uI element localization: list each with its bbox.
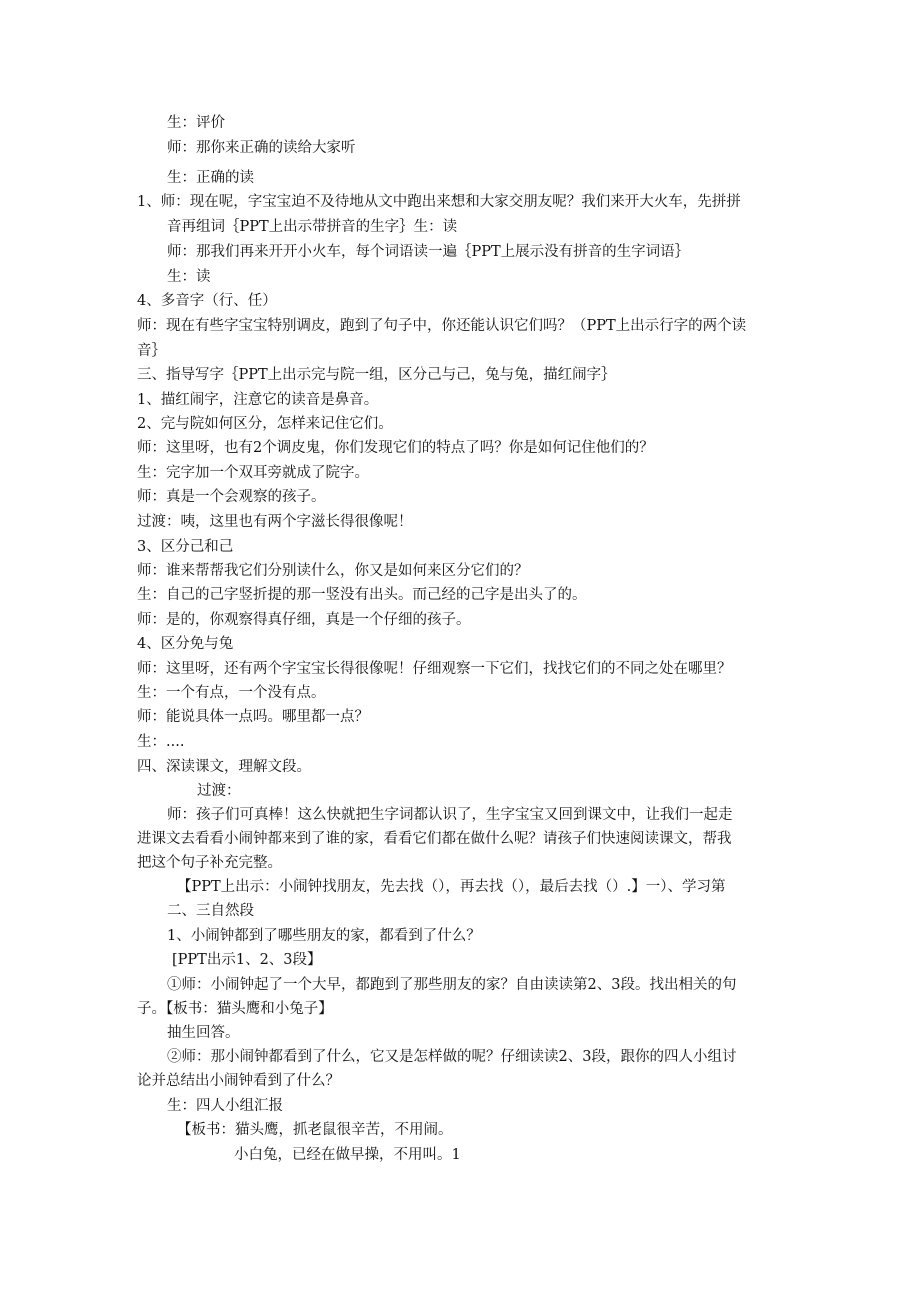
text-line: 生：正确的读 xyxy=(167,170,254,186)
text-line: 生：一个有点，一个没有点。 xyxy=(137,685,326,701)
text-line: ②师：那小闹钟都看到了什么，它又是怎样做的呢？仔细读读2、3段，跟你的四人小组讨 xyxy=(167,1049,737,1065)
text-line: [PPT出示1、2、3段】 xyxy=(172,952,322,968)
text-line: 【PPT上出示：小闹钟找朋友，先去找（），再去找（），最后去找（）.】一）、学习第 xyxy=(177,879,726,895)
text-line: 3、区分己和己 xyxy=(137,539,234,555)
text-line: 抽生回答。 xyxy=(167,1025,240,1041)
text-line: 师：那你来正确的读给大家听 xyxy=(167,140,356,156)
text-line: 音｝ xyxy=(137,343,166,359)
section-heading: 四、深读课文，理解文段。 xyxy=(137,759,311,775)
text-line: 生：评价 xyxy=(167,115,225,131)
text-line: 生：四人小组汇报 xyxy=(167,1098,283,1114)
text-line: 生：完字加一个双耳旁就成了院字。 xyxy=(137,465,369,481)
text-line: 二、三自然段 xyxy=(167,903,254,919)
text-line: 1、描红闹字，注意它的读音是鼻音。 xyxy=(137,392,379,408)
text-line: 师：孩子们可真棒！这么快就把生字词都认识了，生字宝宝又回到课文中，让我们一起走 xyxy=(167,807,733,823)
text-line: 2、完与院如何区分，怎样来记住它们。 xyxy=(137,416,393,432)
text-line: 音再组词｛PPT上出示带拼音的生字｝生：读 xyxy=(167,219,458,235)
text-line: 生：读 xyxy=(167,269,211,285)
section-heading: 三、指导写字｛PPT上出示完与院一组，区分己与己，兔与兔，描红闹字｝ xyxy=(137,367,616,383)
text-line: 师：能说具体一点吗。哪里都一点？ xyxy=(137,709,369,725)
text-line: 子。【板书：猫头鹰和小兔子】 xyxy=(137,1001,333,1017)
text-line: 师：这里呀，还有两个字宝宝长得很像呢！仔细观察一下它们，找找它们的不同之处在哪里？ xyxy=(137,661,732,677)
text-line: 师：这里呀，也有2个调皮鬼，你们发现它们的特点了吗？你是如何记住他们的？ xyxy=(137,440,654,456)
text-line: 师：谁来帮帮我它们分别读什么，你又是如何来区分它们的？ xyxy=(137,563,529,579)
text-line: 师：那我们再来开开小火车，每个词语读一遍｛PPT上展示没有拼音的生字词语｝ xyxy=(167,244,690,260)
text-line: 过渡：咦，这里也有两个字滋长得很像呢！ xyxy=(137,514,413,530)
text-line: 进课文去看看小闹钟都来到了谁的家，看看它们都在做什么呢？请孩子们快速阅读课文，帮我 xyxy=(137,831,732,847)
text-line: 论并总结出小闹钟看到了什么？ xyxy=(137,1073,340,1089)
text-line: ①师：小闹钟起了一个大早，都跑到了那些朋友的家？自由读读第2、3段。找出相关的句 xyxy=(167,977,737,993)
text-line: 把这个句子补充完整。 xyxy=(137,855,282,871)
text-line: 过渡： xyxy=(197,783,241,799)
text-line: 生：自己的己字竖折提的那一竖没有出头。而己经的己字是出头了的。 xyxy=(137,587,587,603)
text-line: 1、小闹钟都到了哪些朋友的家，都看到了什么？ xyxy=(167,928,481,944)
text-line: 师：真是一个会观察的孩子。 xyxy=(137,489,326,505)
text-line: 4、多音字（行、任） xyxy=(137,293,277,309)
text-line: 小白兔，已经在做早操，不用叫。1 xyxy=(234,1147,461,1163)
text-line: 4、区分免与兔 xyxy=(137,636,234,652)
text-line: 【板书：猫头鹰，抓老鼠很辛苦，不用闹。 xyxy=(177,1122,453,1138)
text-line: 师：现在有些字宝宝特别调皮，跑到了句子中，你还能认识它们吗？（PPT上出示行字的两个读 xyxy=(137,318,747,334)
text-line: 师：是的，你观察得真仔细，真是一个仔细的孩子。 xyxy=(137,612,471,628)
text-line: 生：.... xyxy=(137,734,185,750)
text-line: 1、师：现在呢，字宝宝迫不及待地从文中跑出来想和大家交朋友呢？我们来开大火车，先拼拼 xyxy=(137,194,741,210)
